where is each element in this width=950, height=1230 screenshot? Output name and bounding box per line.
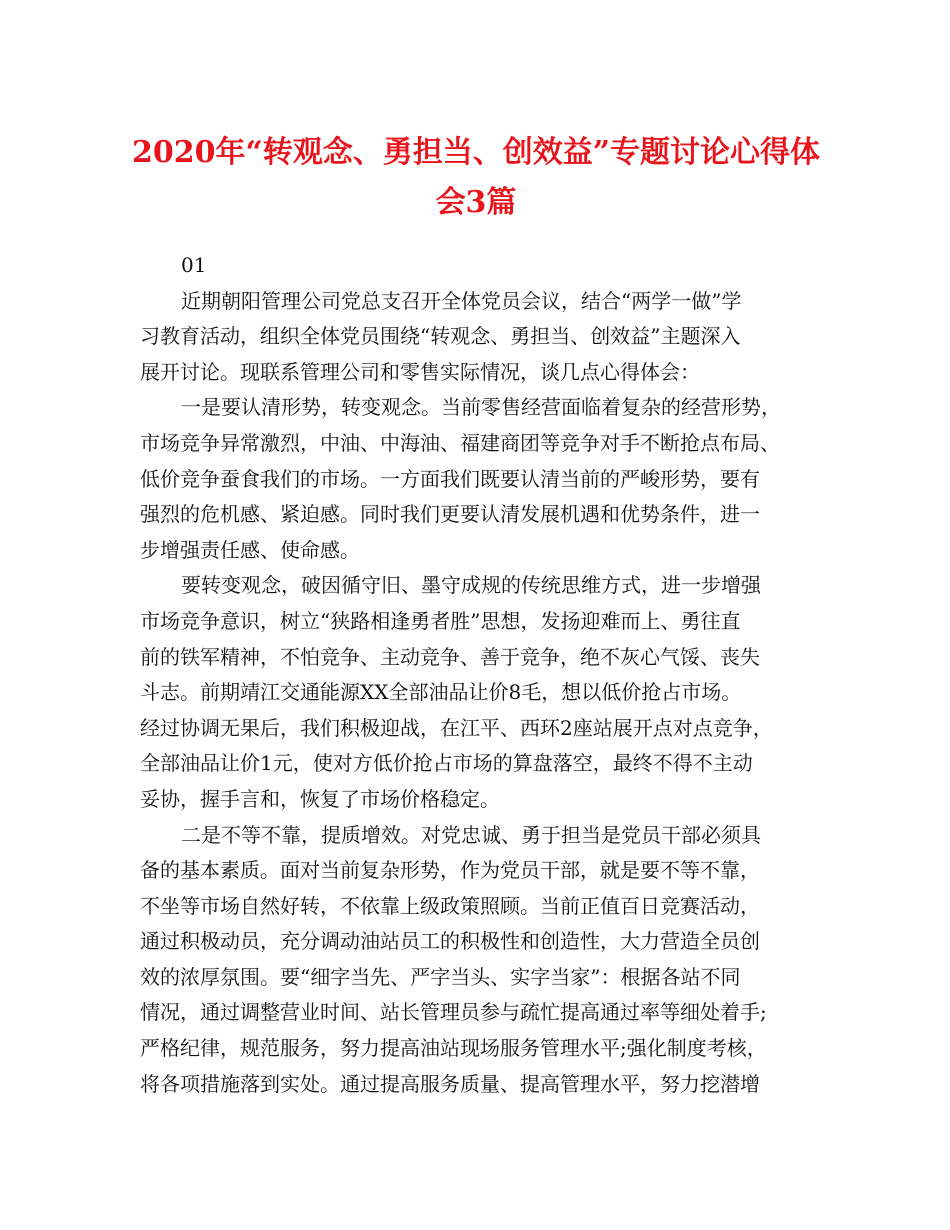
paragraph-line: 通过积极动员，充分调动油站员工的积极性和创造性，大力营造全员创 bbox=[140, 929, 760, 954]
paragraph-line: 展开讨论。现联系管理公司和零售实际情况，谈几点心得体会： bbox=[140, 359, 700, 384]
paragraph-line: 二是不等不靠，提质增效。对党忠诚、勇于担当是党员干部必须具 bbox=[181, 822, 761, 847]
paragraph-line: 斗志。前期靖江交通能源XX全部油品让价8毛，想以低价抢占市场。 bbox=[140, 680, 742, 705]
paragraph-line: 全部油品让价1元，使对方低价抢占市场的算盘落空，最终不得不主动 bbox=[140, 751, 753, 776]
document-title bbox=[120, 128, 832, 228]
section-number: 01 bbox=[181, 253, 207, 277]
paragraph bbox=[140, 568, 820, 817]
paragraph-line: 低价竞争蚕食我们的市场。一方面我们既要认清当前的严峻形势，要有 bbox=[140, 466, 760, 491]
paragraph-line: 市场竞争意识，树立“狭路相逢勇者胜”思想，发扬迎难而上、勇往直 bbox=[140, 608, 741, 633]
paragraph-line: 不坐等市场自然好转，不依靠上级政策照顾。当前正值百日竞赛活动， bbox=[140, 893, 760, 918]
title-line: 会3篇 bbox=[435, 185, 517, 220]
paragraph-line: 严格纪律，规范服务，努力提高油站现场服务管理水平;强化制度考核， bbox=[140, 1036, 767, 1061]
document-body bbox=[140, 248, 820, 1102]
paragraph-line: 强烈的危机感、紧迫感。同时我们更要认清发展机遇和优势条件，进一 bbox=[140, 502, 760, 527]
paragraph-line: 将各项措施落到实处。通过提高服务质量、提高管理水平，努力挖潜增 bbox=[140, 1071, 760, 1096]
paragraph bbox=[140, 390, 820, 568]
paragraph bbox=[140, 284, 820, 391]
paragraph-line: 步增强责任感、使命感。 bbox=[140, 537, 360, 562]
paragraph-line: 市场竞争异常激烈，中油、中海油、福建商团等竞争对手不断抢点布局、 bbox=[140, 430, 780, 455]
paragraph-line: 一是要认清形势，转变观念。当前零售经营面临着复杂的经营形势， bbox=[181, 395, 781, 420]
paragraph-line: 习教育活动，组织全体党员围绕“转观念、勇担当、创效益”主题深入 bbox=[140, 324, 741, 349]
title-line: 2020年“转观念、勇担当、创效益”专题讨论心得体 bbox=[131, 135, 820, 170]
paragraph-line: 要转变观念，破因循守旧、墨守成规的传统思维方式，进一步增强 bbox=[181, 573, 761, 598]
paragraph-line: 经过协调无果后，我们积极迎战，在江平、西环2座站展开点对点竞争， bbox=[140, 715, 773, 740]
paragraph-line: 情况，通过调整营业时间、站长管理员参与疏忙提高通过率等细处着手; bbox=[140, 1000, 767, 1025]
paragraph-line: 妥协，握手言和，恢复了市场价格稳定。 bbox=[140, 786, 500, 811]
paragraph-line: 前的铁军精神，不怕竞争、主动竞争、善于竞争，绝不灰心气馁、丧失 bbox=[140, 644, 760, 669]
paragraph-line: 近期朝阳管理公司党总支召开全体党员会议，结合“两学一做”学 bbox=[181, 288, 742, 313]
paragraph-line: 备的基本素质。面对当前复杂形势，作为党员干部，就是要不等不靠， bbox=[140, 858, 760, 883]
paragraph bbox=[140, 818, 820, 1103]
paragraph-line: 效的浓厚氛围。要“细字当先、严字当头、实字当家”：根据各站不同 bbox=[140, 964, 741, 989]
